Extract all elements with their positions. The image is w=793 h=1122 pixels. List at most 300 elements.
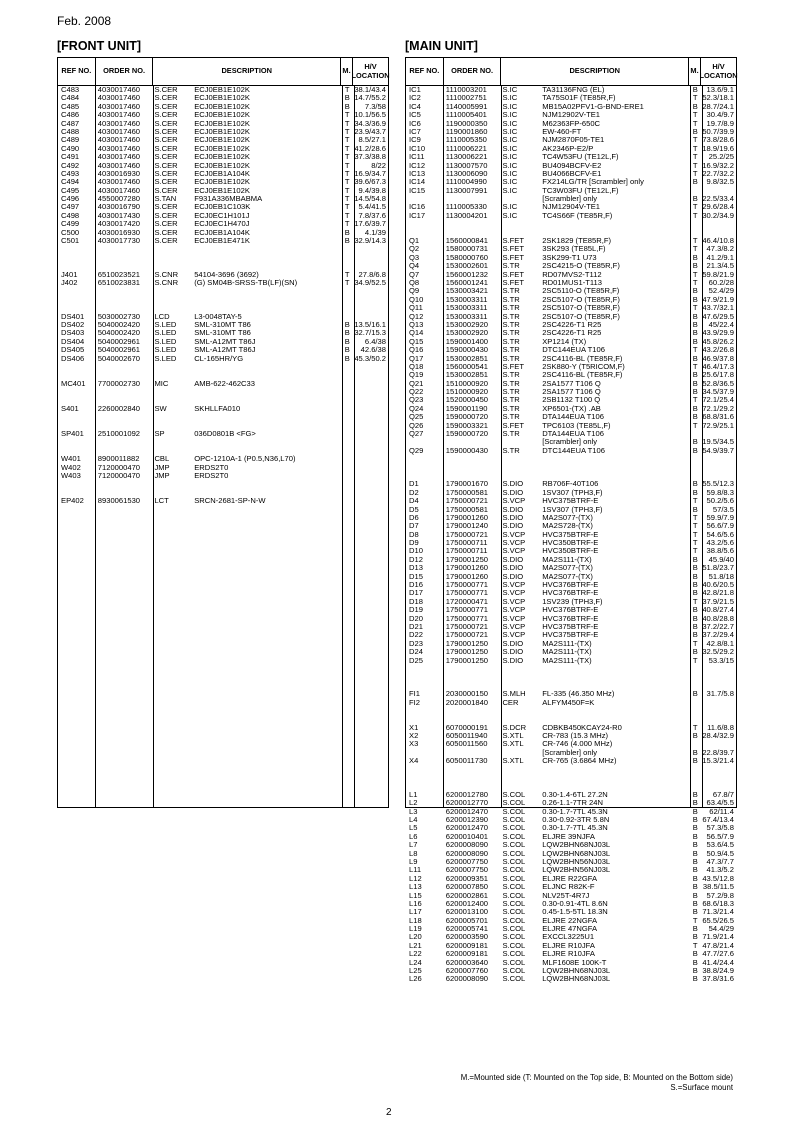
cell-description: XP1214 (TX)	[542, 337, 587, 346]
cell-order-no	[96, 413, 154, 421]
cell-location	[353, 497, 388, 505]
cell-description	[191, 489, 341, 497]
cell-mounted-side	[341, 396, 353, 404]
cell-part-type: S.VCP	[502, 496, 526, 506]
cell-mounted-side: B	[692, 605, 698, 615]
cell-description: HVC375BTRF-E	[542, 631, 599, 640]
cell-part-type: S.DIO	[502, 521, 524, 531]
cell-part-type: S.VCP	[502, 580, 526, 590]
cell-description: 2SC5107-O (TE85R,F)	[542, 312, 620, 321]
cell-description: 2SC5110-O (TE85R,F)	[542, 287, 620, 296]
cell-order-no: 4030017460	[97, 110, 141, 120]
cell-mounted-side: B	[692, 798, 698, 808]
cell-part-type: S.VCP	[502, 588, 526, 598]
cell-order-no: 1720000471	[445, 596, 489, 606]
cell-location: 34.9/52.5	[354, 277, 386, 287]
cell-ref-no: W402	[61, 462, 81, 472]
cell-mounted-side: T	[692, 521, 698, 531]
cell-order-no: 6200009351	[445, 873, 489, 883]
cell-part-type	[153, 287, 191, 295]
cell-ref-no: IC11	[409, 152, 425, 162]
cell-part-type: S.DIO	[502, 571, 524, 581]
cell-order-no: 1590000430	[445, 445, 489, 455]
cell-description: HVC350BTRF-E	[542, 547, 599, 556]
cell-order-no: 1110002751	[445, 93, 487, 103]
cell-order-no: 6200003640	[445, 957, 489, 967]
cell-part-type: S.COL	[502, 814, 526, 824]
cell-mounted-side	[341, 371, 353, 379]
cell-order-no	[96, 296, 154, 304]
table-row	[58, 287, 388, 295]
cell-mounted-side: B	[692, 848, 698, 858]
cell-description	[539, 665, 689, 673]
cell-location: 16.9/34.7	[354, 168, 386, 178]
cell-order-no	[444, 464, 502, 472]
cell-ref-no: Q24	[409, 403, 424, 413]
cell-ref-no: D2	[409, 487, 419, 497]
cell-order-no: 5040002420	[97, 328, 141, 338]
cell-mounted-side: B	[692, 898, 698, 908]
cell-order-no: 6200005741	[445, 924, 489, 934]
cell-order-no: 6050011940	[445, 731, 488, 741]
table-row	[58, 388, 388, 396]
cell-description: 1SV239 (TPH3,F)	[542, 597, 603, 606]
cell-location: 22.7/32.2	[702, 168, 734, 178]
cell-location	[353, 489, 388, 497]
cell-order-no: 1110006221	[445, 143, 487, 153]
cell-description: CDBKB450KCAY24-R0	[542, 723, 622, 732]
cell-location: 10.1/56.5	[354, 110, 386, 120]
cell-ref-no: IC9	[409, 135, 421, 145]
cell-part-type	[501, 665, 539, 673]
column-header: DESCRIPTION	[501, 58, 689, 85]
cell-order-no: 1790001250	[445, 638, 489, 648]
cell-ref-no: C485	[61, 101, 80, 111]
cell-part-type: S.COL	[502, 940, 526, 950]
cell-order-no: 5040002420	[97, 319, 141, 329]
cell-ref-no	[58, 254, 96, 262]
cell-ref-no: IC1	[409, 85, 421, 94]
cell-location: 47.3/8.2	[706, 244, 734, 254]
cell-part-type: S.COL	[502, 789, 526, 799]
cell-description: 2SC5107-O (TE85R,F)	[542, 304, 620, 313]
cell-order-no: 6200007750	[445, 856, 489, 866]
cell-ref-no: IC12	[409, 160, 426, 170]
cell-mounted-side	[689, 707, 701, 715]
cell-location: 47.7/27.6	[702, 949, 734, 959]
cell-part-type: S.DIO	[502, 638, 524, 648]
cell-mounted-side: B	[692, 789, 698, 799]
cell-mounted-side: B	[692, 949, 698, 959]
cell-mounted-side: B	[692, 504, 698, 514]
cell-description: TC4S66F (TE85R,F)	[542, 211, 613, 220]
cell-order-no: 1530003311	[445, 303, 488, 313]
cell-description: BU4066BCFV-E1	[542, 169, 602, 178]
cell-mounted-side: T	[692, 269, 698, 279]
cell-order-no: 1590000430	[445, 345, 489, 355]
cell-part-type: S.CER	[154, 202, 178, 212]
cell-order-no: 1530002920	[445, 319, 489, 329]
cell-location: 46.9/37.8	[702, 353, 734, 363]
cell-location: 40.8/27.4	[702, 605, 734, 615]
cell-description	[191, 371, 341, 379]
cell-part-type: S.FET	[502, 420, 524, 430]
table-body	[406, 85, 736, 984]
cell-order-no: 4030017460	[97, 160, 141, 170]
cell-mounted-side: T	[692, 160, 698, 170]
cell-description: NLV25T-4R7J	[542, 891, 590, 900]
cell-part-type: S.IC	[502, 202, 518, 212]
cell-part-type: S.CER	[154, 135, 178, 145]
cell-description: TC4W53FU (TE12L,F)	[542, 153, 619, 162]
cell-ref-no: IC10	[409, 143, 426, 153]
cell-location: 13.5/16.1	[354, 319, 386, 329]
cell-ref-no: L17	[409, 907, 422, 917]
cell-ref-no	[406, 455, 444, 463]
cell-order-no: 1560000541	[445, 361, 489, 371]
cell-ref-no: DS403	[61, 328, 85, 338]
cell-part-type: JMP	[154, 462, 170, 472]
cell-mounted-side: B	[692, 882, 698, 892]
column-header: H/V LOCATION	[699, 62, 738, 80]
cell-order-no: 6200003590	[445, 932, 489, 942]
cell-part-type: S.IC	[502, 101, 518, 111]
cell-location: 42.8/8.1	[706, 638, 734, 648]
cell-part-type: S.VCP	[502, 605, 526, 615]
cell-ref-no: D8	[409, 529, 419, 539]
cell-description: 2SA1577 T106 Q	[542, 388, 601, 397]
cell-order-no	[444, 455, 502, 463]
cell-ref-no: Q19	[409, 370, 424, 380]
cell-mounted-side: B	[692, 378, 698, 388]
cell-ref-no: Q9	[409, 286, 420, 296]
cell-order-no: 1790001260	[445, 571, 489, 581]
cell-description: TA31136FNG (EL)	[542, 86, 605, 94]
cell-order-no: 1110004990	[445, 177, 487, 187]
cell-description	[539, 782, 689, 790]
cell-part-type: S.CER	[154, 177, 178, 187]
cell-location: 31.7/5.8	[706, 689, 734, 699]
cell-part-type: MIC	[154, 378, 169, 388]
cell-order-no: 1530003311	[445, 294, 488, 304]
cell-part-type: S.FET	[502, 252, 524, 262]
cell-part-type: S.DIO	[502, 512, 524, 522]
cell-description: LQW2BHN68NJ03L	[542, 841, 611, 850]
column-header: ORDER NO.	[96, 58, 154, 85]
cell-description: SML-A12MT T86J	[194, 346, 256, 355]
cell-ref-no: C488	[61, 126, 80, 136]
cell-part-type: S.DIO	[502, 647, 524, 657]
cell-mounted-side: T	[692, 596, 698, 606]
cell-order-no	[444, 673, 502, 681]
cell-order-no: 4030017460	[97, 143, 141, 153]
cell-location: 38.1/43.4	[354, 85, 386, 94]
cell-location: 54.6/5.6	[706, 529, 734, 539]
cell-ref-no: D22	[409, 630, 423, 640]
cell-part-type: SP	[154, 429, 165, 439]
cell-order-no: 4550007280	[97, 194, 141, 204]
cell-part-type: S.FET	[502, 244, 524, 254]
table-row	[406, 657, 736, 665]
cell-mounted-side: B	[344, 319, 350, 329]
cell-description: LQW2BHN68NJ03L	[542, 975, 611, 984]
cell-part-type: S.IC	[502, 152, 518, 162]
cell-ref-no: L15	[409, 890, 422, 900]
cell-location: 52.4/29	[708, 286, 734, 296]
cell-description: LQW2BHN56NJ03L	[542, 857, 611, 866]
cell-description: [Scrambler] only	[542, 748, 598, 757]
cell-location: 14.7/55.2	[354, 93, 386, 103]
cell-description: 0.30-1.7-7TL 45.3N	[542, 807, 608, 816]
cell-ref-no: C493	[61, 168, 80, 178]
column-divider	[690, 86, 691, 807]
column-divider	[95, 86, 96, 807]
cell-description	[191, 447, 341, 455]
cell-ref-no: L5	[409, 823, 418, 833]
table-row	[58, 430, 388, 438]
cell-location: 19.5/34.5	[702, 437, 734, 447]
cell-part-type: S.TR	[502, 412, 520, 422]
cell-mounted-side: T	[344, 135, 350, 145]
cell-ref-no: Q3	[409, 252, 420, 262]
cell-mounted-side: B	[692, 924, 698, 934]
cell-mounted-side: T	[692, 345, 698, 355]
cell-ref-no: MC401	[61, 378, 86, 388]
cell-mounted-side: T	[692, 277, 698, 287]
cell-location	[701, 774, 736, 782]
cell-part-type: S.COL	[502, 798, 526, 808]
cell-location: 21.3/4.5	[706, 261, 734, 271]
cell-ref-no: D25	[409, 655, 423, 665]
cell-description: ECJ0EB1E102K	[194, 102, 250, 111]
cell-order-no: 6200005701	[445, 915, 489, 925]
cell-description: ERDS2T0	[194, 471, 229, 480]
cell-mounted-side: B	[692, 177, 698, 187]
cell-order-no: 6200012780	[445, 789, 489, 799]
cell-ref-no: L21	[409, 940, 422, 950]
cell-mounted-side: B	[692, 622, 698, 631]
cell-mounted-side: B	[344, 353, 350, 363]
cell-ref-no: D5	[409, 504, 419, 514]
table-body	[58, 86, 388, 807]
cell-location: 6.4/38	[364, 336, 386, 346]
cell-description: MA2S077-(TX)	[542, 572, 593, 581]
cell-part-type: S.COL	[502, 848, 526, 858]
cell-location: 28.7/24.1	[702, 101, 734, 111]
cell-part-type: S.LED	[154, 345, 177, 355]
cell-location	[701, 220, 736, 228]
cell-part-type: S.IC	[502, 168, 518, 178]
cell-ref-no: EP402	[61, 496, 84, 506]
cell-description: MA2S728-(TX)	[542, 522, 593, 531]
cell-description	[191, 396, 341, 404]
cell-ref-no: IC16	[409, 202, 426, 212]
cell-ref-no: D20	[409, 613, 423, 623]
cell-part-type: S.COL	[502, 974, 526, 984]
cell-location: 45.8/26.2	[702, 336, 734, 346]
cell-order-no: 1790001260	[445, 563, 489, 573]
column-header: REF NO.	[406, 58, 444, 85]
cell-mounted-side: T	[344, 277, 350, 287]
cell-part-type: S.COL	[502, 882, 526, 892]
cell-order-no: 4030017730	[97, 236, 141, 246]
cell-location: 38.8/24.9	[702, 966, 734, 976]
cell-ref-no	[406, 220, 444, 228]
cell-order-no	[96, 245, 154, 253]
cell-location: 9.4/39.8	[358, 185, 386, 195]
cell-description: SML-310MT T86	[194, 329, 251, 338]
cell-order-no: 2020001840	[445, 697, 489, 707]
cell-order-no: 1530003311	[445, 311, 488, 321]
cell-location: 45.3/50.2	[354, 353, 386, 363]
column-header: DESCRIPTION	[153, 58, 341, 85]
cell-order-no: 1140005991	[445, 101, 488, 111]
cell-mounted-side: T	[692, 529, 698, 539]
cell-ref-no: X1	[409, 722, 419, 732]
cell-part-type: S.FET	[502, 277, 524, 287]
cell-location: 47.8/21.4	[702, 940, 734, 950]
cell-order-no: 4030017460	[97, 126, 141, 136]
cell-location: 37.8/31.6	[702, 974, 734, 984]
cell-mounted-side: B	[692, 823, 698, 833]
cell-location: 63.4/5.5	[706, 798, 734, 808]
cell-order-no: 1190001860	[445, 126, 488, 136]
cell-description: TA75S01F (TE85R,F)	[542, 94, 616, 103]
cell-part-type: S.IC	[502, 143, 518, 153]
cell-location: 43.2/26.8	[702, 345, 734, 355]
cell-location: 43.5/12.8	[702, 873, 734, 883]
cell-part-type: S.VCP	[502, 596, 526, 606]
cell-part-type	[501, 220, 539, 228]
cell-description: ECJ0EB1E102K	[194, 127, 250, 136]
cell-description	[539, 220, 689, 228]
cell-ref-no: FI1	[409, 689, 420, 699]
cell-ref-no	[58, 480, 96, 488]
cell-part-type: S.IC	[502, 135, 518, 145]
cell-mounted-side	[341, 438, 353, 446]
cell-order-no: 1750000771	[445, 588, 489, 598]
cell-location: 57.3/5.8	[706, 823, 734, 833]
cell-part-type: S.CNR	[154, 277, 179, 287]
cell-mounted-side: T	[692, 152, 698, 162]
cell-location: 72.9/25.1	[702, 420, 734, 430]
cell-ref-no: Q11	[409, 303, 423, 313]
cell-order-no: 1530003421	[445, 286, 489, 296]
cell-location	[353, 304, 388, 312]
cell-location: 59.8/21.9	[702, 269, 734, 279]
cell-mounted-side: T	[692, 135, 698, 145]
cell-location: 45.9/40	[708, 554, 734, 564]
cell-location: 34.3/36.9	[354, 118, 386, 128]
cell-ref-no: C500	[61, 227, 80, 237]
cell-ref-no: C501	[61, 236, 80, 246]
cell-mounted-side: B	[692, 286, 698, 296]
cell-mounted-side: B	[692, 907, 698, 917]
cell-mounted-side: T	[344, 219, 350, 229]
cell-description	[191, 287, 341, 295]
cell-ref-no: IC17	[409, 210, 426, 220]
cell-location: 43.7/32.1	[702, 303, 734, 313]
cell-part-type: S.TR	[502, 353, 520, 363]
cell-part-type: S.CER	[154, 126, 178, 136]
cell-ref-no	[58, 413, 96, 421]
cell-part-type: S.VCP	[502, 529, 526, 539]
cell-location	[353, 380, 388, 388]
cell-mounted-side: B	[692, 814, 698, 824]
cell-mounted-side	[341, 388, 353, 396]
table-row	[406, 766, 736, 774]
cell-location	[701, 707, 736, 715]
cell-location: 15.3/21.4	[702, 756, 734, 766]
cell-location: 4.1/39	[364, 227, 386, 237]
cell-part-type: S.CER	[154, 236, 178, 246]
cell-mounted-side: B	[692, 747, 698, 757]
cell-ref-no: C491	[61, 152, 80, 162]
cell-part-type: S.TR	[502, 387, 520, 397]
cell-ref-no: FI2	[409, 697, 420, 707]
table-row	[58, 245, 388, 253]
document-date: Feb. 2008	[57, 14, 112, 28]
cell-mounted-side: T	[344, 143, 350, 153]
cell-order-no: 1110005330	[445, 202, 487, 212]
cell-mounted-side: T	[344, 210, 350, 220]
cell-location: 37.2/22.7	[702, 622, 734, 631]
cell-location: 55.5/12.3	[702, 479, 734, 489]
cell-order-no: 1590000720	[445, 429, 489, 439]
cell-mounted-side	[689, 774, 701, 782]
cell-description: ECJ0EB1E102K	[194, 136, 250, 145]
cell-order-no: 6200009181	[445, 949, 489, 959]
cell-order-no: 1110005350	[445, 135, 487, 145]
cell-part-type: S.IC	[502, 160, 518, 170]
cell-mounted-side: B	[692, 319, 698, 329]
cell-description: [Scrambler] only	[542, 438, 598, 447]
cell-ref-no: L4	[409, 814, 418, 824]
cell-mounted-side: B	[344, 336, 350, 346]
cell-location: 57/3.5	[712, 504, 734, 514]
cell-mounted-side: T	[344, 160, 350, 170]
cell-description	[539, 707, 689, 715]
table-row	[406, 774, 736, 782]
cell-description: 0.30-0.91-4TL 8.6N	[542, 899, 608, 908]
cell-location: 42.8/21.8	[702, 588, 734, 598]
page-number: 2	[386, 1107, 392, 1118]
cell-order-no: 6200012470	[445, 823, 489, 833]
cell-description	[191, 304, 341, 312]
cell-ref-no: L19	[409, 924, 422, 934]
cell-part-type: S.IC	[502, 210, 518, 220]
cell-ref-no: C495	[61, 185, 80, 195]
cell-order-no: 1190000350	[445, 118, 488, 128]
cell-ref-no: Q25	[409, 412, 424, 422]
cell-description: F931A336MBABMA	[194, 195, 263, 204]
cell-ref-no: Q29	[409, 445, 424, 455]
cell-mounted-side: T	[692, 244, 698, 254]
cell-location: 37.3/38.8	[354, 152, 386, 162]
cell-mounted-side	[341, 489, 353, 497]
cell-description: 0.30-1.7-7TL 45.3N	[542, 824, 608, 833]
table-row	[58, 413, 388, 421]
cell-location: 47.3/7.7	[706, 856, 734, 866]
cell-mounted-side: B	[692, 403, 698, 413]
cell-ref-no: Q15	[409, 336, 424, 346]
cell-description: 3SK299-T1 U73	[542, 253, 597, 262]
cell-ref-no: Q26	[409, 420, 424, 430]
cell-location: 14.5/54.8	[354, 194, 386, 204]
cell-location: 29.6/28.4	[702, 202, 734, 212]
cell-description	[191, 422, 341, 430]
cell-mounted-side: T	[692, 303, 698, 313]
